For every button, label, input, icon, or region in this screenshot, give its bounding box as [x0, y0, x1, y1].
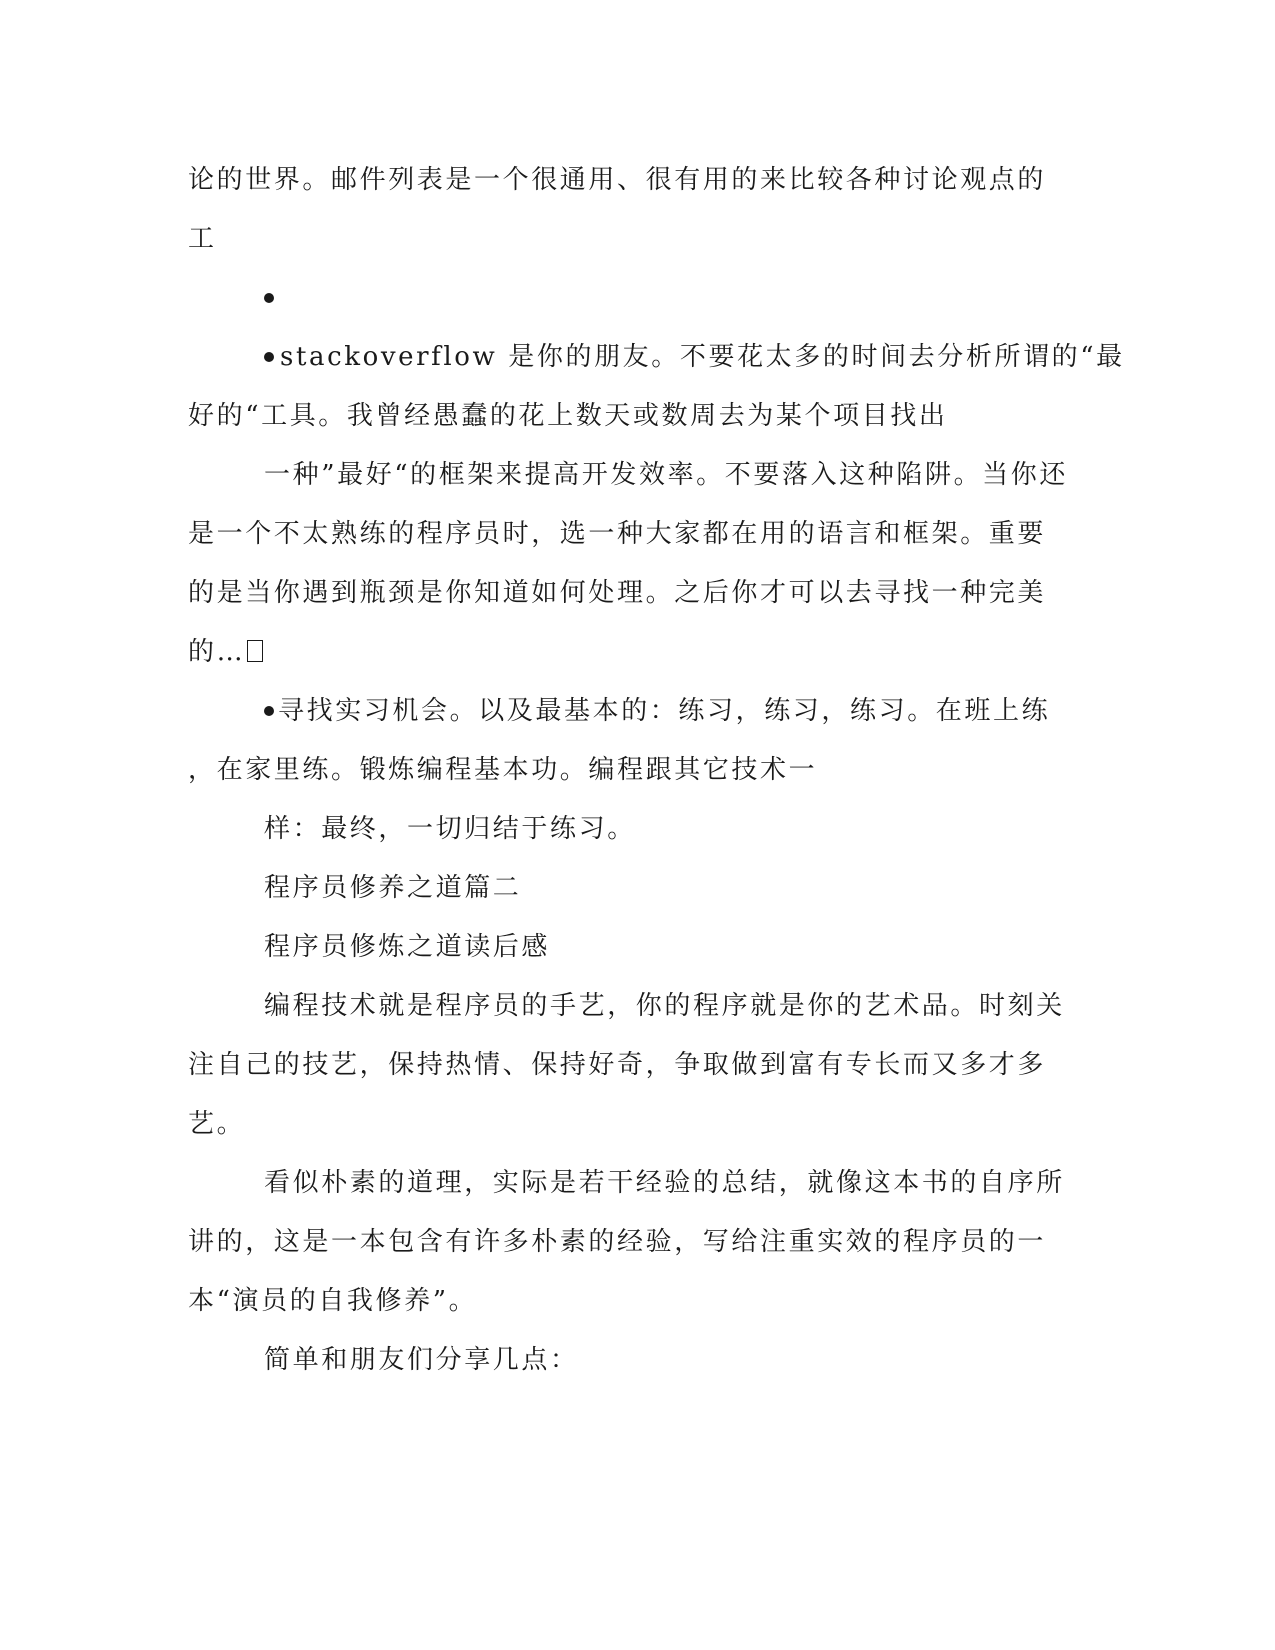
section-heading: 程序员修养之道篇二 [264, 873, 522, 903]
text-line: 寻找实习机会。以及最基本的：练习，练习，练习。在班上练 [278, 696, 1051, 726]
bullet-icon [264, 293, 274, 303]
text-line: 的是当你遇到瓶颈是你知道如何处理。之后你才可以去寻找一种完美 [188, 578, 1047, 608]
text-line: 看似朴素的道理，实际是若干经验的总结，就像这本书的自序所 [264, 1168, 1065, 1198]
text-line: 编程技术就是程序员的手艺，你的程序就是你的艺术品。时刻关 [264, 991, 1065, 1021]
text-line: 简单和朋友们分享几点： [264, 1345, 579, 1375]
text-line: 好的“工具。我曾经愚蠢的花上数天或数周去为某个项目找出 [188, 401, 948, 431]
text-line: ，在家里练。锻炼编程基本功。编程跟其它技术一 [188, 755, 818, 785]
bullet-icon [264, 352, 274, 362]
text-line: 一种”最好“的框架来提高开发效率。不要落入这种陷阱。当你还 [264, 460, 1068, 490]
text-line: 艺。 [188, 1109, 246, 1139]
text-line: stackoverflow 是你的朋友。不要花太多的时间去分析所谓的“最 [280, 342, 1125, 372]
section-subheading: 程序员修炼之道读后感 [264, 932, 551, 962]
text-line: 工 [188, 224, 217, 254]
text-line [188, 636, 263, 668]
missing-glyph-box-icon [247, 640, 263, 662]
bullet-icon [264, 706, 274, 716]
text-line: 讲的，这是一本包含有许多朴素的经验，写给注重实效的程序员的一 [188, 1227, 1047, 1257]
text-line: 注自己的技艺，保持热情、保持好奇，争取做到富有专长而又多才多 [188, 1050, 1047, 1080]
text-line: 是一个不太熟练的程序员时，选一种大家都在用的语言和框架。重要 [188, 519, 1047, 549]
text-line: 样：最终，一切归结于练习。 [264, 814, 636, 844]
text-line: 论的世界。邮件列表是一个很通用、很有用的来比较各种讨论观点的 [188, 165, 1047, 195]
text-fragment: 的… [188, 637, 246, 667]
text-line: 本“演员的自我修养”。 [188, 1286, 478, 1316]
